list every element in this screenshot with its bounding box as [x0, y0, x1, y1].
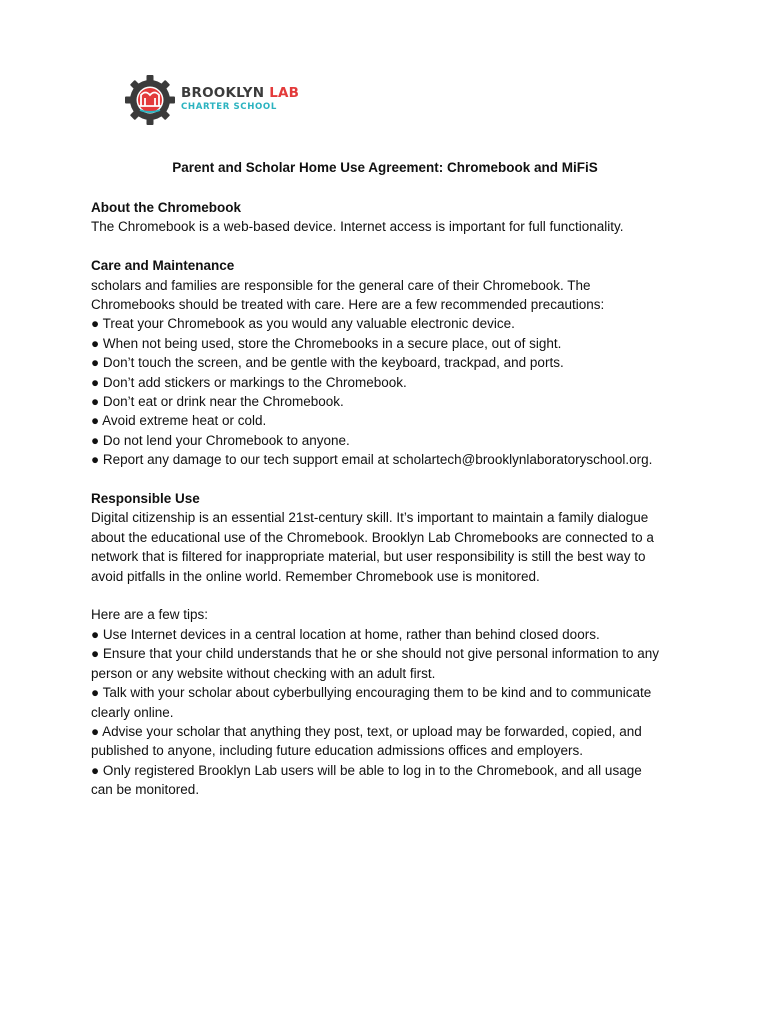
list-item: ● Avoid extreme heat or cold. — [91, 413, 267, 429]
school-logo — [123, 73, 300, 129]
logo-subtitle: CHARTER SCHOOL — [181, 101, 277, 112]
list-item-continued: published to anyone, including future education admissions offices and employers. — [91, 743, 584, 759]
logo-name-part2: LAB — [269, 85, 300, 101]
section-tips — [91, 605, 691, 799]
list-item: ● Treat your Chromebook as you would any valuable electronic device. — [91, 316, 515, 332]
logo-name — [181, 87, 299, 101]
section-care — [91, 256, 691, 469]
list-item: ● Advise your scholar that anything they post, text, or upload may be forwarded, copied, and — [91, 723, 642, 739]
list-item: ● Report any damage to our tech support email at scholartech@brooklynlaboratoryschool.org. — [91, 452, 653, 468]
logo-wordmark — [181, 87, 299, 111]
section-heading: Responsible Use — [91, 491, 200, 507]
gear-bridge-logo-icon — [123, 73, 177, 127]
list-item: ● Do not lend your Chromebook to anyone. — [91, 432, 350, 448]
list-item: ● Don’t touch the screen, and be gentle with the keyboard, trackpad, and ports. — [91, 355, 564, 371]
list-item: ● Only registered Brooklyn Lab users will be able to log in to the Chromebook, and all usage — [91, 762, 642, 778]
list-item: ● Use Internet devices in a central location at home, rather than behind closed doors. — [91, 626, 600, 642]
list-item: ● Talk with your scholar about cyberbullying encouraging them to be kind and to communicate — [91, 685, 652, 701]
list-item: ● Don’t add stickers or markings to the Chromebook. — [91, 374, 407, 390]
paragraph-line: Chromebooks should be treated with care. Here are a few recommended precautions: — [91, 297, 605, 313]
section-about — [91, 198, 691, 237]
list-item: ● Ensure that your child understands that he or she should not give personal information to any — [91, 646, 659, 662]
list-item-continued: person or any website without checking with an adult first. — [91, 665, 436, 681]
list-item-continued: can be monitored. — [91, 782, 200, 798]
list-item: ● Don’t eat or drink near the Chromebook. — [91, 394, 344, 410]
document-body — [91, 198, 691, 819]
list-item: ● When not being used, store the Chromebooks in a secure place, out of sight. — [91, 335, 562, 351]
section-heading: Care and Maintenance — [91, 258, 235, 274]
list-item-continued: clearly online. — [91, 704, 174, 720]
paragraph-line: scholars and families are responsible for the general care of their Chromebook. The — [91, 277, 591, 293]
paragraph: The Chromebook is a web-based device. Internet access is important for full functionality. — [91, 219, 624, 235]
page-title: Parent and Scholar Home Use Agreement: Chromebook and MiFiS — [172, 160, 598, 175]
paragraph-line: avoid pitfalls in the online world. Remember Chromebook use is monitored. — [91, 568, 540, 584]
section-heading: About the Chromebook — [91, 200, 241, 215]
section-responsible-use — [91, 489, 691, 586]
paragraph-line: about the educational use of the Chromebook. Brooklyn Lab Chromebooks are connected to a — [91, 529, 654, 545]
paragraph-line: network that is filtered for inappropriate material, but user responsibility is still the best way to — [91, 549, 646, 565]
paragraph-line: Digital citizenship is an essential 21st-century skill. It’s important to maintain a family dialogue — [91, 510, 649, 526]
logo-name-part1: BROOKLYN — [181, 85, 270, 101]
tips-intro: Here are a few tips: — [91, 607, 209, 623]
